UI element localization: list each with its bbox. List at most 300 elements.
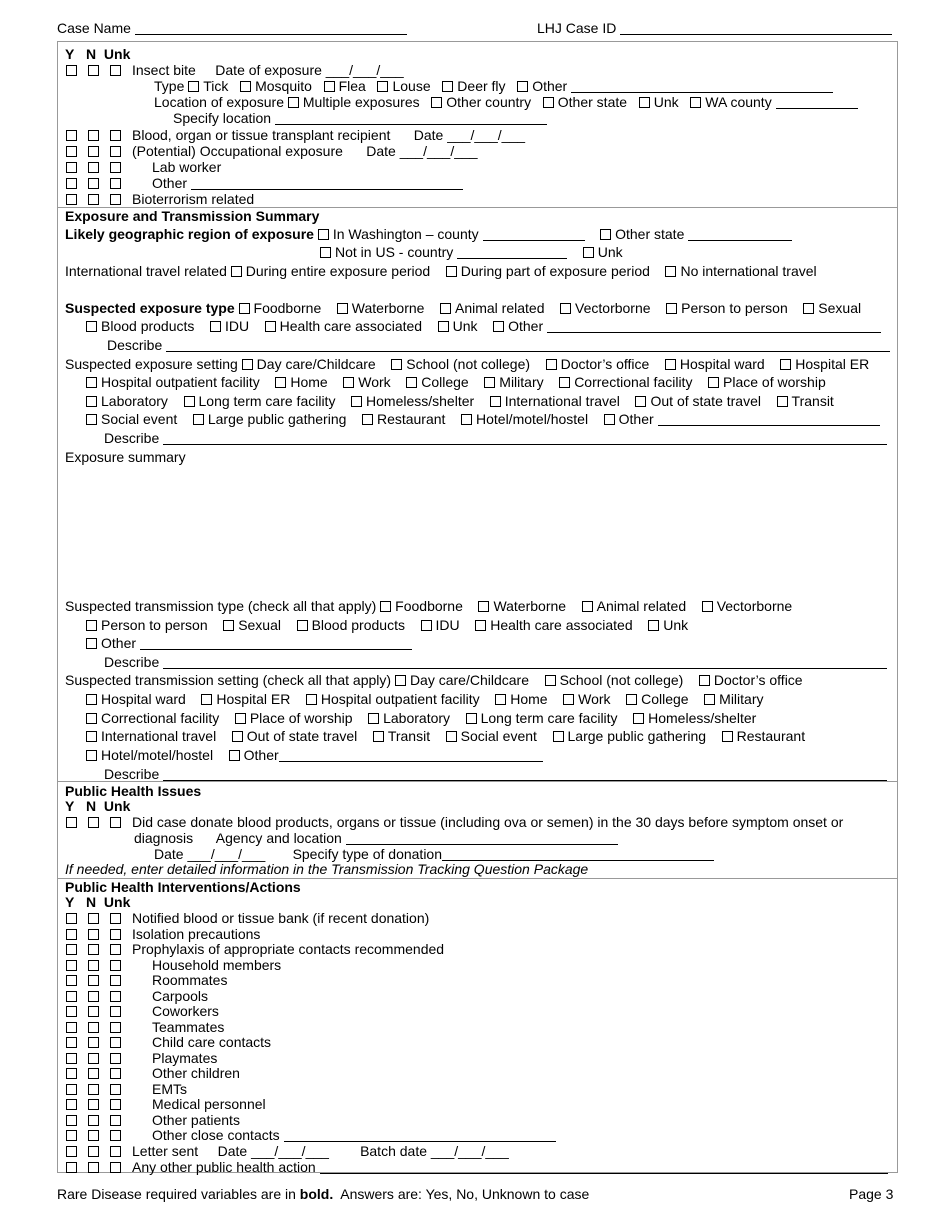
transplant-date-field[interactable]: ___/___/___ bbox=[447, 127, 526, 143]
trans-setting-checkbox[interactable] bbox=[395, 675, 406, 686]
unk-checkbox[interactable] bbox=[110, 929, 121, 940]
option-label: Large public gathering bbox=[567, 728, 707, 744]
date-of-exposure-field[interactable]: ___/___/___ bbox=[325, 62, 404, 78]
option-label: Day care/Childcare bbox=[256, 356, 376, 372]
no-checkbox[interactable] bbox=[88, 1146, 99, 1157]
option-label: Laboratory bbox=[101, 393, 168, 409]
other-state-field[interactable] bbox=[688, 227, 792, 241]
yes-checkbox[interactable] bbox=[66, 929, 77, 940]
deer-fly-label: Deer fly bbox=[457, 78, 506, 94]
exposure-type-label: Suspected exposure type bbox=[65, 300, 235, 316]
other-type-checkbox[interactable] bbox=[517, 81, 528, 92]
option-label: Transit bbox=[387, 728, 431, 744]
option-label: Work bbox=[578, 691, 611, 707]
diagnosis-label: diagnosis bbox=[134, 830, 194, 846]
entire-period-checkbox[interactable] bbox=[231, 266, 242, 277]
other-action-field[interactable] bbox=[320, 1160, 888, 1174]
other-state-label: Other state bbox=[557, 94, 628, 110]
trans-type-checkbox[interactable] bbox=[702, 601, 713, 612]
unk-checkbox[interactable] bbox=[110, 960, 121, 971]
occupational-checkboxes bbox=[66, 143, 132, 159]
blood-products-checkbox[interactable] bbox=[86, 321, 97, 332]
sexual-checkbox[interactable] bbox=[803, 303, 814, 314]
option-label: Transit bbox=[791, 393, 834, 409]
unk-checkbox[interactable] bbox=[110, 1130, 121, 1141]
trans-setting-checkbox[interactable] bbox=[626, 694, 637, 705]
unk-checkbox[interactable] bbox=[110, 1006, 121, 1017]
setting-checkbox[interactable] bbox=[484, 377, 495, 388]
trans-setting-checkbox[interactable] bbox=[86, 731, 97, 742]
option-label: Vectorborne bbox=[716, 598, 793, 614]
letter-date-field[interactable]: ___/___/___ bbox=[251, 1143, 329, 1159]
type-other-field[interactable] bbox=[547, 319, 881, 333]
option-label: Other bbox=[243, 747, 279, 763]
intervention-label: Teammates bbox=[152, 1019, 225, 1035]
unk-checkbox[interactable] bbox=[110, 944, 121, 955]
option-label: Blood products bbox=[311, 617, 405, 633]
trans-type-checkbox[interactable] bbox=[421, 620, 432, 631]
option-label: Vectorborne bbox=[575, 300, 651, 316]
no-checkbox[interactable] bbox=[88, 1162, 99, 1173]
in-wa-county-field[interactable] bbox=[483, 227, 585, 241]
no-checkbox[interactable] bbox=[88, 1084, 99, 1095]
no-checkbox[interactable] bbox=[88, 1099, 99, 1110]
no-intl-travel-checkbox[interactable] bbox=[665, 266, 676, 277]
date-label: Date bbox=[413, 127, 444, 143]
tracking-note: If needed, enter detailed information in the Transmission Tracking Question Package bbox=[65, 861, 589, 877]
no-checkbox[interactable] bbox=[88, 1115, 99, 1126]
n-label: N bbox=[86, 894, 97, 910]
location-label: Location of exposure bbox=[154, 94, 284, 110]
trans-type-label: Suspected transmission type (check all that apply) bbox=[65, 598, 377, 614]
yes-checkbox[interactable] bbox=[66, 960, 77, 971]
setting-checkbox[interactable] bbox=[86, 396, 97, 407]
batch-date-field[interactable]: ___/___/___ bbox=[430, 1143, 509, 1159]
location-unk-checkbox[interactable] bbox=[639, 97, 650, 108]
health-care-associated-checkbox[interactable] bbox=[265, 321, 276, 332]
yes-checkbox[interactable] bbox=[66, 913, 77, 924]
unk-checkbox[interactable] bbox=[110, 817, 121, 828]
option-label: International travel bbox=[504, 393, 620, 409]
exposure-setting-row bbox=[65, 356, 869, 372]
person-to-person-checkbox[interactable] bbox=[666, 303, 677, 314]
unk-checkbox[interactable] bbox=[110, 1099, 121, 1110]
setting-checkbox[interactable] bbox=[86, 377, 97, 388]
unk-checkbox[interactable] bbox=[110, 1053, 121, 1064]
trans-setting-checkbox[interactable] bbox=[699, 675, 710, 686]
intervention-item bbox=[152, 972, 227, 988]
setting-checkbox[interactable] bbox=[86, 414, 97, 425]
option-label: Health care associated bbox=[279, 318, 423, 334]
setting-checkbox[interactable] bbox=[184, 396, 195, 407]
lhj-case-id-row bbox=[537, 20, 892, 36]
trans-setting-label: Suspected transmission setting (check all that apply) bbox=[65, 672, 392, 688]
trans-type-checkbox[interactable] bbox=[86, 620, 97, 631]
option-label: Long term care facility bbox=[480, 710, 618, 726]
yes-checkbox[interactable] bbox=[66, 817, 77, 828]
bioterrorism-row bbox=[132, 191, 254, 207]
setting-checkbox[interactable] bbox=[242, 359, 253, 370]
unk-checkbox[interactable] bbox=[110, 913, 121, 924]
no-intl-travel-label: No international travel bbox=[680, 263, 817, 279]
trans-other-label: Other bbox=[101, 635, 137, 651]
unk-checkbox[interactable] bbox=[110, 65, 121, 76]
describe-label: Describe bbox=[104, 430, 160, 446]
setting-describe-field[interactable] bbox=[163, 431, 887, 445]
setting-checkbox[interactable] bbox=[777, 396, 788, 407]
trans-type-checkbox[interactable] bbox=[475, 620, 486, 631]
unk-checkbox[interactable] bbox=[110, 1115, 121, 1126]
intervention-label: Child care contacts bbox=[152, 1034, 272, 1050]
letter-sent-row bbox=[132, 1143, 509, 1159]
mosquito-checkbox[interactable] bbox=[240, 81, 251, 92]
tick-label: Tick bbox=[203, 78, 229, 94]
yes-checkbox[interactable] bbox=[66, 146, 77, 157]
describe-label: Describe bbox=[107, 337, 163, 353]
wa-county-label: WA county bbox=[705, 94, 772, 110]
deer-fly-checkbox[interactable] bbox=[442, 81, 453, 92]
no-checkbox[interactable] bbox=[88, 162, 99, 173]
option-label: IDU bbox=[435, 617, 460, 633]
other-country-label: Other country bbox=[446, 94, 532, 110]
other-action-checkboxes bbox=[66, 1159, 132, 1175]
foodborne-checkbox[interactable] bbox=[239, 303, 250, 314]
option-label: Hospital ER bbox=[216, 691, 291, 707]
no-checkbox[interactable] bbox=[88, 1006, 99, 1017]
no-checkbox[interactable] bbox=[88, 960, 99, 971]
exposure-setting-label: Suspected exposure setting bbox=[65, 356, 238, 372]
y-label: Y bbox=[65, 46, 75, 62]
unk-checkbox[interactable] bbox=[110, 162, 121, 173]
lhj-case-id-field[interactable] bbox=[620, 21, 892, 35]
intervention-item bbox=[152, 1096, 266, 1112]
trans-type-checkbox[interactable] bbox=[648, 620, 659, 631]
exposure-summary-label: Exposure summary bbox=[65, 449, 186, 465]
no-checkbox[interactable] bbox=[88, 1053, 99, 1064]
setting-checkbox[interactable] bbox=[635, 396, 646, 407]
setting-checkbox[interactable] bbox=[546, 359, 557, 370]
option-label: Blood products bbox=[101, 318, 195, 334]
setting-checkbox[interactable] bbox=[343, 377, 354, 388]
no-checkbox[interactable] bbox=[88, 130, 99, 141]
no-checkbox[interactable] bbox=[88, 178, 99, 189]
yes-checkbox[interactable] bbox=[66, 178, 77, 189]
region-label: Likely geographic region of exposure bbox=[65, 226, 314, 242]
yes-checkbox[interactable] bbox=[66, 991, 77, 1002]
ynu-header bbox=[65, 798, 130, 814]
yes-checkbox[interactable] bbox=[66, 1115, 77, 1126]
y-label: Y bbox=[65, 798, 75, 814]
intervention-label: Notified blood or tissue bank (if recent donation) bbox=[132, 910, 430, 926]
intervention-checkboxes bbox=[66, 910, 132, 926]
intervention-checkboxes bbox=[66, 1050, 132, 1066]
louse-checkbox[interactable] bbox=[377, 81, 388, 92]
no-checkbox[interactable] bbox=[88, 1022, 99, 1033]
no-checkbox[interactable] bbox=[88, 975, 99, 986]
wa-county-field[interactable] bbox=[776, 95, 858, 109]
trans-type-checkbox[interactable] bbox=[380, 601, 391, 612]
intervention-item bbox=[132, 941, 444, 957]
yes-checkbox[interactable] bbox=[66, 130, 77, 141]
not-us-country-field[interactable] bbox=[457, 245, 567, 259]
trans-setting-checkbox[interactable] bbox=[633, 713, 644, 724]
other-occupation-checkboxes bbox=[66, 175, 132, 191]
option-label: Social event bbox=[101, 411, 178, 427]
option-label: Doctor’s office bbox=[713, 672, 803, 688]
yes-checkbox[interactable] bbox=[66, 975, 77, 986]
lab-worker-checkboxes bbox=[66, 159, 132, 175]
unk-label: Unk bbox=[103, 894, 131, 910]
setting-checkbox[interactable] bbox=[780, 359, 791, 370]
idu-checkbox[interactable] bbox=[210, 321, 221, 332]
yes-checkbox[interactable] bbox=[66, 1068, 77, 1079]
yes-checkbox[interactable] bbox=[66, 944, 77, 955]
in-wa-label: In Washington – county bbox=[332, 226, 479, 242]
trans-setting-checkbox[interactable] bbox=[86, 713, 97, 724]
intl-travel-label: International travel related bbox=[65, 263, 227, 279]
yes-checkbox[interactable] bbox=[66, 1084, 77, 1095]
intervention-item bbox=[132, 926, 260, 942]
trans-type-checkbox[interactable] bbox=[223, 620, 234, 631]
entire-period-label: During entire exposure period bbox=[245, 263, 431, 279]
donation-type-field[interactable] bbox=[442, 847, 714, 861]
animal-related-checkbox[interactable] bbox=[440, 303, 451, 314]
intervention-checkboxes bbox=[66, 1127, 132, 1143]
yes-checkbox[interactable] bbox=[66, 162, 77, 173]
type-unk-checkbox[interactable] bbox=[438, 321, 449, 332]
flea-checkbox[interactable] bbox=[324, 81, 335, 92]
unk-checkbox[interactable] bbox=[110, 991, 121, 1002]
option-label: College bbox=[641, 691, 689, 707]
in-wa-checkbox[interactable] bbox=[318, 229, 329, 240]
intervention-label: Playmates bbox=[152, 1050, 218, 1066]
no-checkbox[interactable] bbox=[88, 1130, 99, 1141]
footer-bold: bold. bbox=[299, 1186, 334, 1202]
setting-checkbox[interactable] bbox=[665, 359, 676, 370]
trans-setting-checkbox[interactable] bbox=[373, 731, 384, 742]
specify-location-field[interactable] bbox=[275, 111, 547, 125]
trans-setting-describe-field[interactable] bbox=[163, 767, 887, 781]
footer-suffix: Answers are: Yes, No, Unknown to case bbox=[340, 1186, 590, 1202]
occupational-date-field[interactable]: ___/___/___ bbox=[399, 143, 478, 159]
case-name-field[interactable] bbox=[135, 21, 407, 35]
yes-checkbox[interactable] bbox=[66, 1146, 77, 1157]
exposure-setting-row-2 bbox=[86, 374, 826, 390]
trans-setting-checkbox[interactable] bbox=[563, 694, 574, 705]
region-unk-checkbox[interactable] bbox=[583, 247, 594, 258]
type-describe-field[interactable] bbox=[166, 338, 890, 352]
option-label: Military bbox=[499, 374, 544, 390]
setting-checkbox[interactable] bbox=[275, 377, 286, 388]
option-label: Foodborne bbox=[253, 300, 322, 316]
option-label: International travel bbox=[101, 728, 217, 744]
donation-date-field[interactable]: ___/___/___ bbox=[187, 846, 266, 862]
occupational-label: (Potential) Occupational exposure bbox=[132, 143, 343, 159]
intervention-checkboxes bbox=[66, 941, 132, 957]
option-label: Hotel/motel/hostel bbox=[476, 411, 589, 427]
type-label: Type bbox=[154, 78, 185, 94]
setting-other-field[interactable] bbox=[658, 412, 880, 426]
yes-checkbox[interactable] bbox=[66, 1037, 77, 1048]
vectorborne-checkbox[interactable] bbox=[560, 303, 571, 314]
yes-checkbox[interactable] bbox=[66, 1162, 77, 1173]
option-label: Other bbox=[618, 411, 654, 427]
part-period-label: During part of exposure period bbox=[460, 263, 650, 279]
option-label: Out of state travel bbox=[246, 728, 358, 744]
insect-bite-label: Insect bite bbox=[132, 62, 196, 78]
trans-other-field[interactable] bbox=[140, 636, 412, 650]
trans-type-checkbox[interactable] bbox=[478, 601, 489, 612]
trans-setting-row bbox=[65, 672, 803, 688]
trans-setting-checkbox[interactable] bbox=[545, 675, 556, 686]
other-close-contacts-field[interactable] bbox=[284, 1128, 556, 1142]
setting-checkbox[interactable] bbox=[708, 377, 719, 388]
no-checkbox[interactable] bbox=[88, 817, 99, 828]
no-checkbox[interactable] bbox=[88, 194, 99, 205]
yes-checkbox[interactable] bbox=[66, 1130, 77, 1141]
unk-checkbox[interactable] bbox=[110, 130, 121, 141]
option-label: Hospital ward bbox=[101, 691, 186, 707]
option-label: Restaurant bbox=[736, 728, 806, 744]
unk-checkbox[interactable] bbox=[110, 1146, 121, 1157]
other-state-checkbox[interactable] bbox=[600, 229, 611, 240]
option-label: Waterborne bbox=[351, 300, 425, 316]
unk-checkbox[interactable] bbox=[110, 178, 121, 189]
option-label: Hotel/motel/hostel bbox=[101, 747, 214, 763]
yes-checkbox[interactable] bbox=[66, 65, 77, 76]
intervention-checkboxes bbox=[66, 1112, 132, 1128]
trans-setting-checkbox[interactable] bbox=[86, 694, 97, 705]
donation-date-row bbox=[154, 846, 714, 862]
no-checkbox[interactable] bbox=[88, 944, 99, 955]
other-state-checkbox[interactable] bbox=[543, 97, 554, 108]
unk-checkbox[interactable] bbox=[110, 194, 121, 205]
louse-label: Louse bbox=[392, 78, 431, 94]
donate-checkboxes bbox=[66, 814, 132, 830]
setting-checkbox[interactable] bbox=[490, 396, 501, 407]
waterborne-checkbox[interactable] bbox=[337, 303, 348, 314]
date-label: Date bbox=[366, 143, 396, 159]
trans-setting-row-3 bbox=[86, 710, 756, 726]
trans-setting-describe-row bbox=[104, 766, 887, 782]
unk-checkbox[interactable] bbox=[110, 1162, 121, 1173]
trans-setting-row-5 bbox=[86, 747, 543, 763]
no-checkbox[interactable] bbox=[88, 1037, 99, 1048]
yes-checkbox[interactable] bbox=[66, 1099, 77, 1110]
insect-bite-row bbox=[132, 62, 404, 78]
agency-field[interactable] bbox=[346, 831, 618, 845]
setting-checkbox[interactable] bbox=[362, 414, 373, 425]
no-checkbox[interactable] bbox=[88, 1068, 99, 1079]
trans-setting-other-field[interactable] bbox=[279, 748, 543, 762]
unk-checkbox[interactable] bbox=[110, 1037, 121, 1048]
yes-checkbox[interactable] bbox=[66, 1006, 77, 1017]
other-state-label: Other state bbox=[615, 226, 685, 242]
part-period-checkbox[interactable] bbox=[446, 266, 457, 277]
trans-type-row bbox=[65, 598, 792, 614]
type-other-checkbox[interactable] bbox=[493, 321, 504, 332]
setting-checkbox[interactable] bbox=[391, 359, 402, 370]
other-occupation-field[interactable] bbox=[191, 176, 463, 190]
option-label: Social event bbox=[460, 728, 537, 744]
intervention-item bbox=[152, 1065, 240, 1081]
intervention-label: Household members bbox=[152, 957, 282, 973]
no-checkbox[interactable] bbox=[88, 991, 99, 1002]
trans-setting-checkbox[interactable] bbox=[704, 694, 715, 705]
setting-checkbox[interactable] bbox=[461, 414, 472, 425]
yes-checkbox[interactable] bbox=[66, 1022, 77, 1033]
option-label: School (not college) bbox=[559, 672, 684, 688]
trans-describe-field[interactable] bbox=[163, 655, 887, 669]
setting-checkbox[interactable] bbox=[559, 377, 570, 388]
yes-checkbox[interactable] bbox=[66, 194, 77, 205]
trans-setting-checkbox[interactable] bbox=[201, 694, 212, 705]
trans-type-checkbox[interactable] bbox=[297, 620, 308, 631]
no-checkbox[interactable] bbox=[88, 929, 99, 940]
other-type-field[interactable] bbox=[571, 79, 833, 93]
setting-checkbox[interactable] bbox=[193, 414, 204, 425]
location-unk-label: Unk bbox=[653, 94, 679, 110]
footer-prefix: Rare Disease required variables are in bbox=[57, 1186, 296, 1202]
tick-checkbox[interactable] bbox=[188, 81, 199, 92]
exposure-type-row bbox=[65, 300, 861, 316]
exposure-summary-area[interactable] bbox=[65, 468, 885, 592]
ynu-header bbox=[65, 46, 130, 62]
no-checkbox[interactable] bbox=[88, 146, 99, 157]
not-us-checkbox[interactable] bbox=[320, 247, 331, 258]
trans-other-checkbox[interactable] bbox=[86, 638, 97, 649]
wa-county-checkbox[interactable] bbox=[690, 97, 701, 108]
setting-other-checkbox[interactable] bbox=[604, 414, 615, 425]
trans-setting-checkbox[interactable] bbox=[232, 731, 243, 742]
yes-checkbox[interactable] bbox=[66, 1053, 77, 1064]
intervention-label: Other patients bbox=[152, 1112, 240, 1128]
unk-checkbox[interactable] bbox=[110, 1084, 121, 1095]
setting-checkbox[interactable] bbox=[351, 396, 362, 407]
trans-setting-checkbox[interactable] bbox=[368, 713, 379, 724]
other-country-checkbox[interactable] bbox=[431, 97, 442, 108]
intervention-item bbox=[152, 1003, 219, 1019]
type-describe-row bbox=[107, 337, 890, 353]
intervention-label: Roommates bbox=[152, 972, 228, 988]
trans-setting-other-checkbox[interactable] bbox=[229, 750, 240, 761]
trans-setting-checkbox[interactable] bbox=[235, 713, 246, 724]
trans-setting-checkbox[interactable] bbox=[495, 694, 506, 705]
trans-setting-checkbox[interactable] bbox=[86, 750, 97, 761]
no-checkbox[interactable] bbox=[88, 65, 99, 76]
trans-setting-checkbox[interactable] bbox=[306, 694, 317, 705]
unk-checkbox[interactable] bbox=[110, 1068, 121, 1079]
trans-setting-checkbox[interactable] bbox=[553, 731, 564, 742]
date-label: Date bbox=[217, 1143, 248, 1159]
setting-checkbox[interactable] bbox=[406, 377, 417, 388]
trans-type-checkbox[interactable] bbox=[582, 601, 593, 612]
interventions-title: Public Health Interventions/Actions bbox=[65, 879, 301, 895]
unk-checkbox[interactable] bbox=[110, 146, 121, 157]
no-checkbox[interactable] bbox=[88, 913, 99, 924]
trans-setting-checkbox[interactable] bbox=[722, 731, 733, 742]
intervention-label: Coworkers bbox=[152, 1003, 219, 1019]
option-label: Sexual bbox=[238, 617, 281, 633]
trans-setting-checkbox[interactable] bbox=[446, 731, 457, 742]
region-row bbox=[65, 226, 792, 242]
unk-checkbox[interactable] bbox=[110, 975, 121, 986]
trans-setting-checkbox[interactable] bbox=[466, 713, 477, 724]
public-health-title: Public Health Issues bbox=[65, 783, 202, 799]
multiple-exposures-checkbox[interactable] bbox=[288, 97, 299, 108]
unk-checkbox[interactable] bbox=[110, 1022, 121, 1033]
insect-bite-checkboxes bbox=[66, 62, 132, 78]
